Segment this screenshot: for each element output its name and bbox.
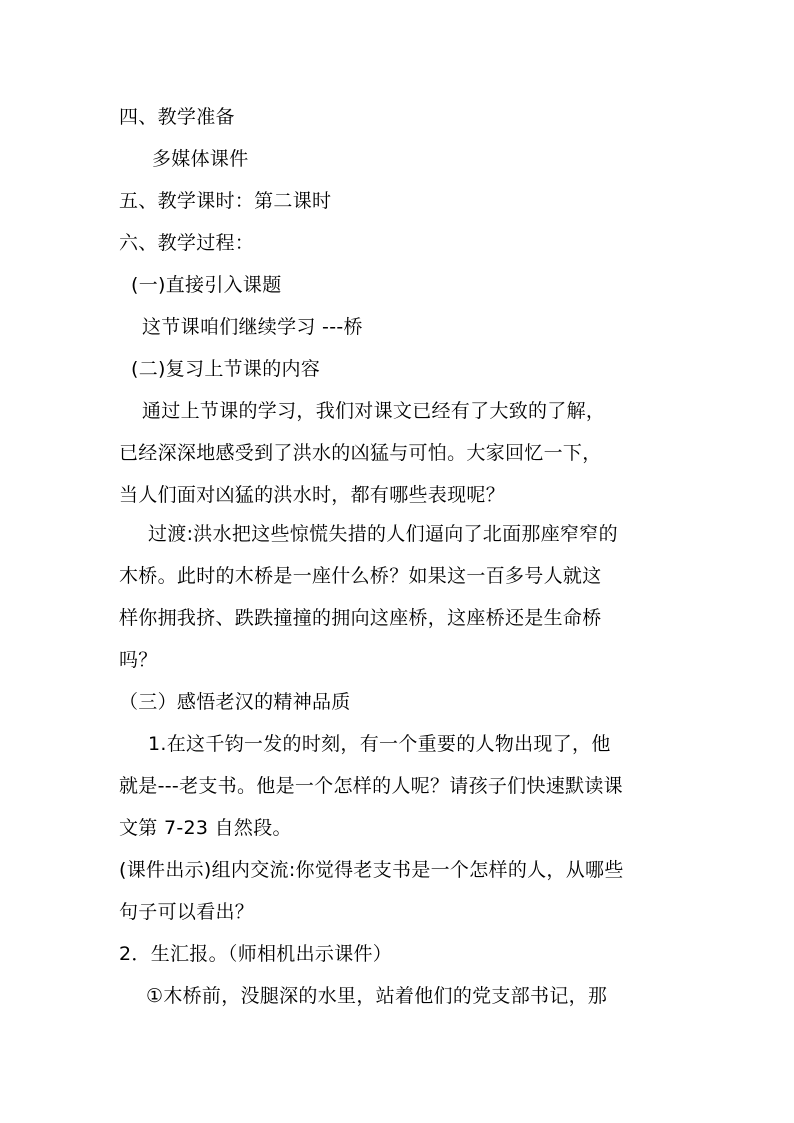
paragraph-line: 2．生汇报。（师相机出示课件）: [119, 943, 393, 965]
paragraph-line: 句子可以看出？: [119, 901, 255, 923]
paragraph-line: 就是---老支书。他是一个怎样的人呢？请孩子们快速默读课: [119, 775, 623, 797]
text-continue-study: 这节课咱们继续学习 ---桥: [142, 316, 363, 338]
text-multimedia-courseware: 多媒体课件: [152, 148, 249, 170]
paragraph-line: (课件出示)组内交流:你觉得老支书是一个怎样的人，从哪些: [119, 859, 624, 881]
paragraph-line: 当人们面对凶猛的洪水时，都有哪些表现呢？: [119, 484, 506, 506]
paragraph-line: 样你拥我挤、跌跌撞撞的拥向这座桥，这座桥还是生命桥: [119, 607, 602, 629]
heading-teaching-preparation: 四、教学准备: [119, 106, 235, 128]
paragraph-line: 木桥。此时的木桥是一座什么桥？如果这一百多号人就这: [119, 565, 602, 587]
heading-teaching-period: 五、教学课时：第二课时: [119, 190, 332, 212]
paragraph-line: 文第 7-23 自然段。: [119, 817, 292, 839]
paragraph-line: 吗？: [119, 649, 158, 671]
paragraph-line: 过渡:洪水把这些惊慌失措的人们逼向了北面那座窄窄的: [148, 523, 618, 545]
paragraph-line: 1.在这千钧一发的时刻，有一个重要的人物出现了，他: [148, 733, 611, 755]
heading-teaching-process: 六、教学过程：: [119, 232, 255, 254]
paragraph-line: 已经深深地感受到了洪水的凶猛与可怕。大家回忆一下，: [119, 442, 602, 464]
paragraph-line: ①木桥前，没腿深的水里，站着他们的党支部书记，那: [146, 985, 608, 1007]
subheading-spirit: （三）感悟老汉的精神品质: [119, 691, 351, 713]
subheading-intro: (一)直接引入课题: [131, 274, 282, 296]
subheading-review: (二)复习上节课的内容: [131, 358, 321, 380]
paragraph-line: 通过上节课的学习，我们对课文已经有了大致的了解，: [142, 400, 606, 422]
